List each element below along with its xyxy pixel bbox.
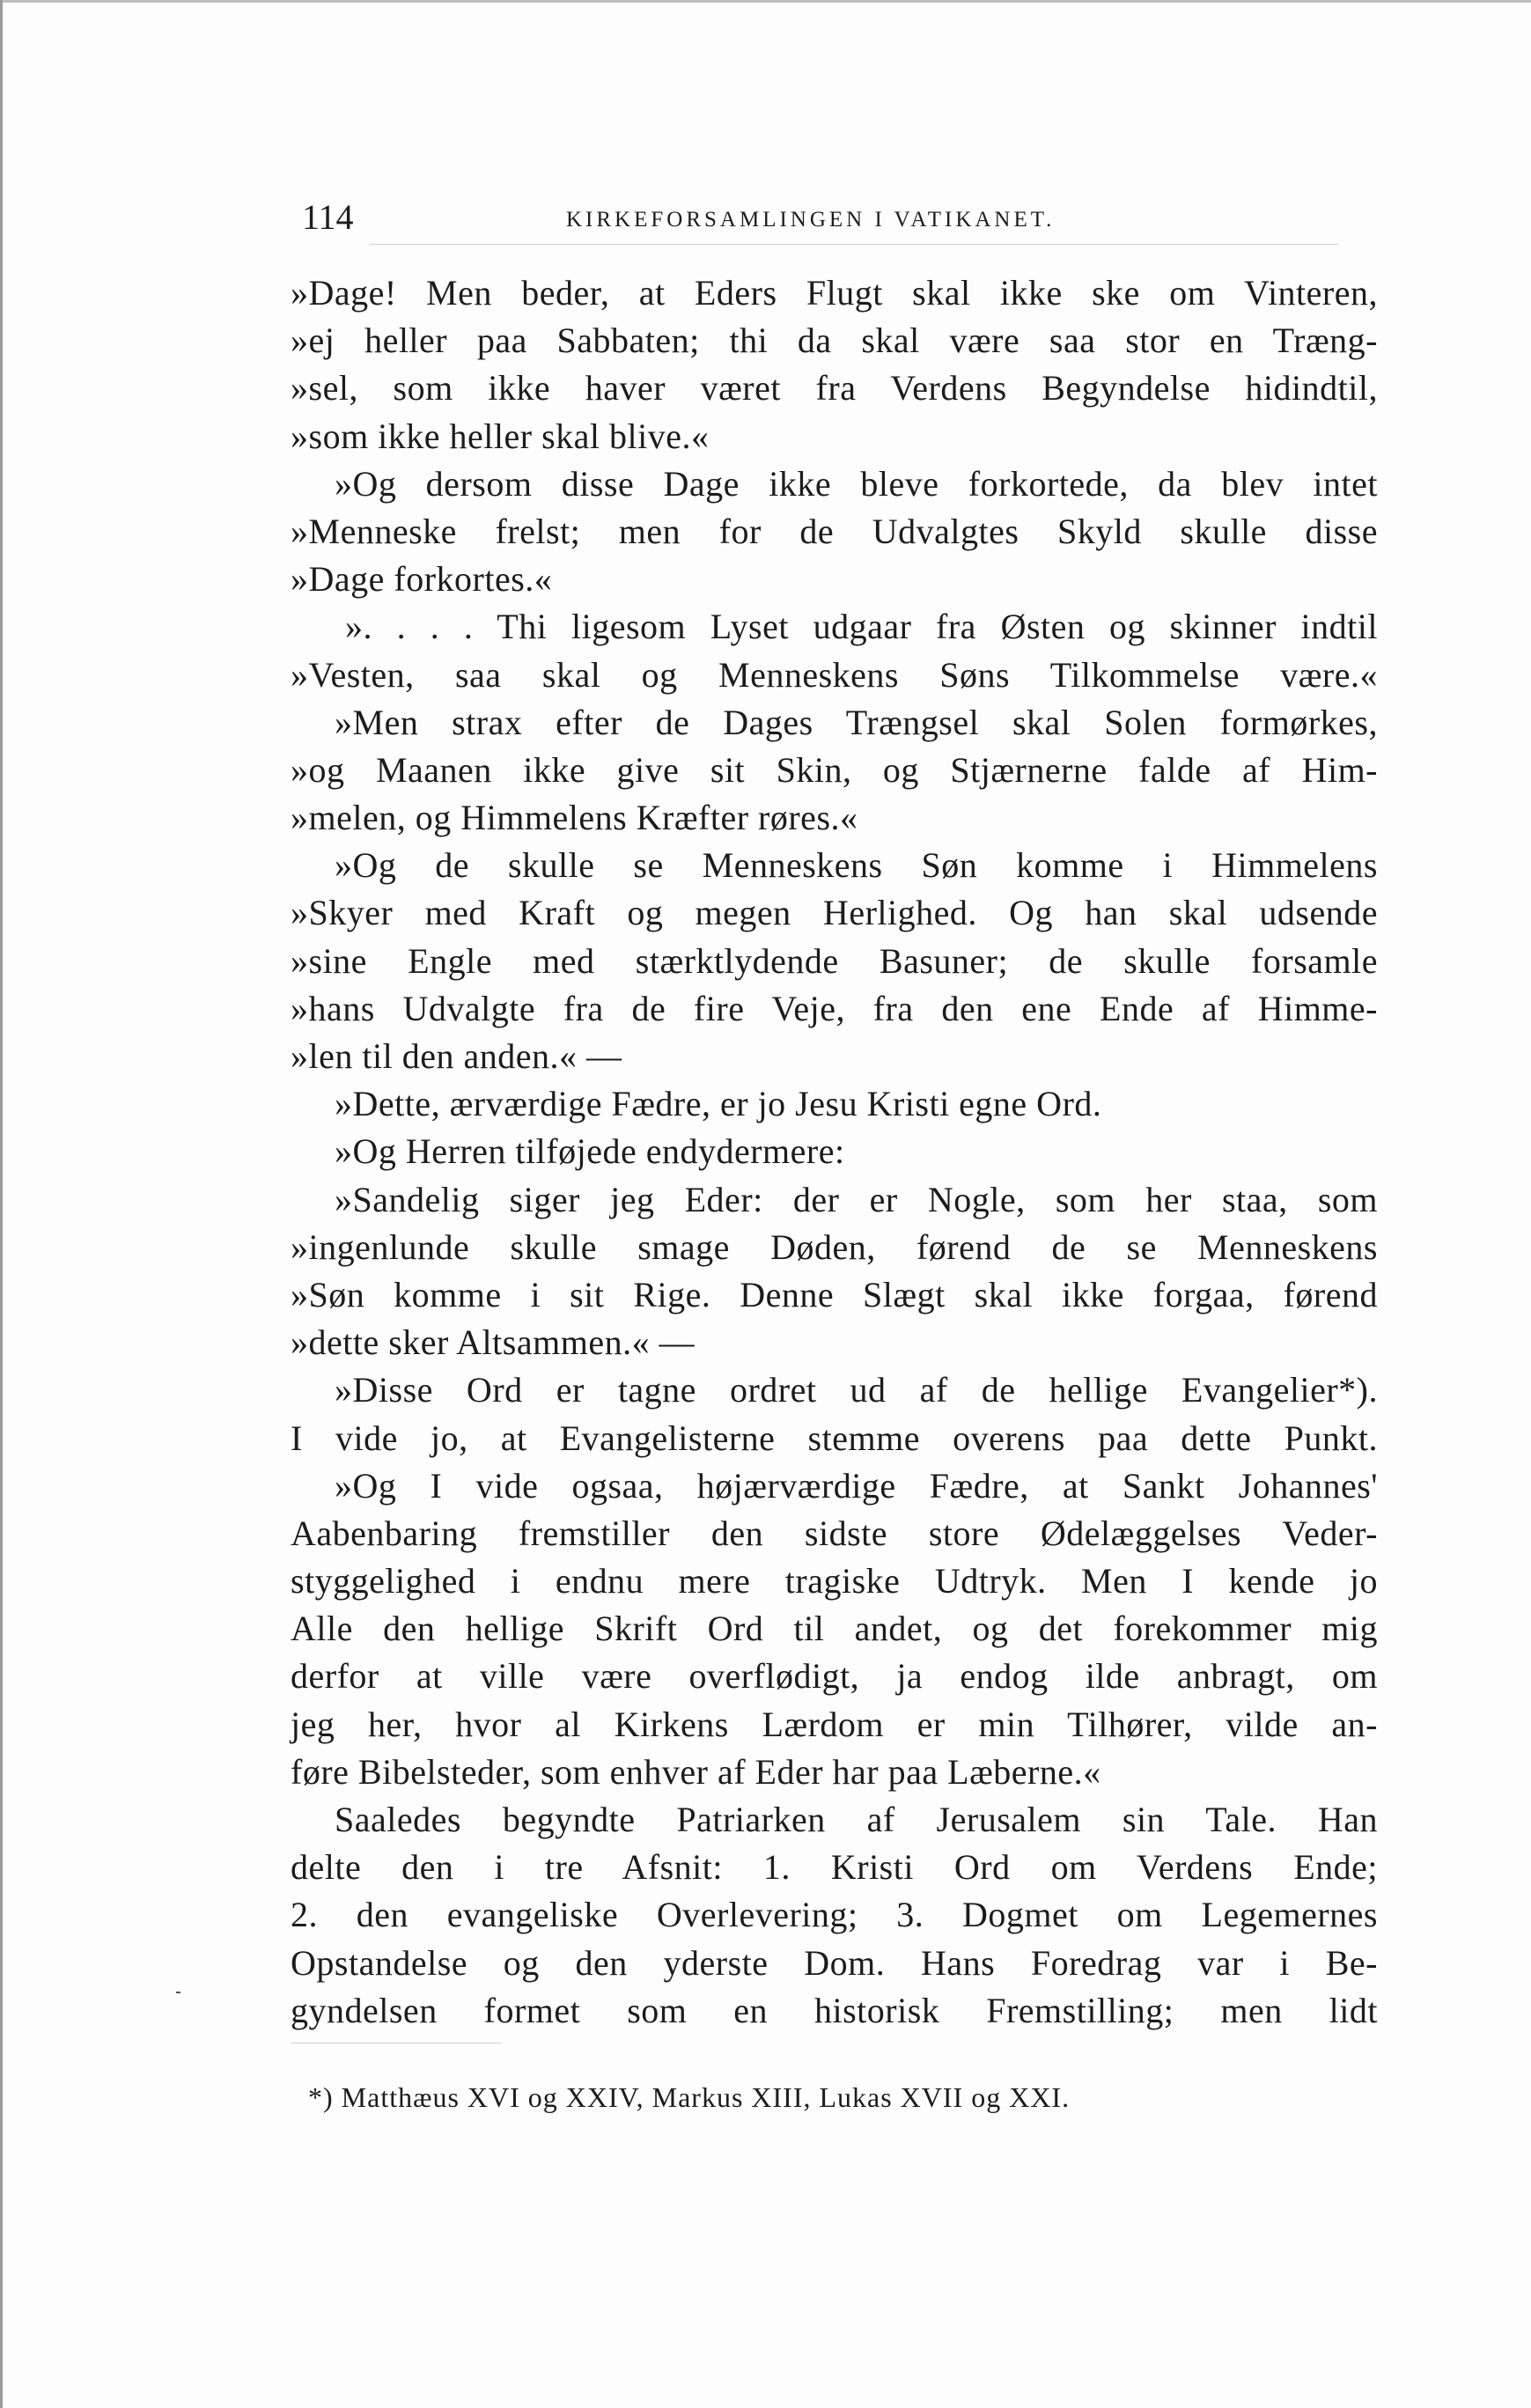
footnote: *) Matthæus XVI og XXIV, Markus XIII, Lukas XVII og XXI. bbox=[308, 2081, 1071, 2113]
text-line: »og Maanen ikke give sit Skin, og Stjærnerne falde af Him- bbox=[291, 749, 1378, 790]
text-line: »sel, som ikke haver været fra Verdens Begyndelse hidindtil, bbox=[291, 368, 1378, 409]
text-line: »som ikke heller skal blive.« bbox=[291, 416, 710, 456]
text-line: »Og I vide ogsaa, højærværdige Fædre, at Sankt Johannes' bbox=[335, 1465, 1378, 1506]
page-number: 114 bbox=[302, 197, 354, 237]
text-line: derfor at ville være overflødigt, ja endog ilde anbragt, om bbox=[291, 1656, 1378, 1697]
text-line: »Dette, ærværdige Fædre, er jo Jesu Kristi egne Ord. bbox=[335, 1084, 1102, 1124]
text-line: delte den i tre Afsnit: 1. Kristi Ord om Verdens Ende; bbox=[291, 1847, 1378, 1888]
text-line: »melen, og Himmelens Kræfter røres.« bbox=[291, 798, 858, 838]
text-line: gyndelsen formet som en historisk Fremstilling; men lidt bbox=[291, 1990, 1378, 2030]
text-line: »Dage! Men beder, at Eders Flugt skal ikke ske om Vinteren, bbox=[291, 273, 1378, 313]
text-line: »hans Udvalgte fra de fire Veje, fra den ene Ende af Himme- bbox=[291, 988, 1378, 1028]
scan-speck bbox=[176, 1992, 180, 1993]
text-line: »Søn komme i sit Rige. Denne Slægt skal ikke forgaa, førend bbox=[291, 1274, 1378, 1314]
text-line: 2. den evangeliske Overlevering; 3. Dogmet om Legemernes bbox=[291, 1895, 1378, 1935]
text-line: »Og dersom disse Dage ikke bleve forkortede, da blev intet bbox=[335, 463, 1378, 504]
text-line: »Disse Ord er tagne ordret ud af de hellige Evangelier*). bbox=[335, 1370, 1378, 1410]
scan-edge-top bbox=[0, 0, 1531, 3]
text-line: I vide jo, at Evangelisterne stemme overens paa dette Punkt. bbox=[291, 1418, 1378, 1458]
page-header bbox=[302, 195, 1382, 239]
text-line: jeg her, hvor al Kirkens Lærdom er min Tilhører, vilde an- bbox=[291, 1704, 1378, 1744]
text-line: »Skyer med Kraft og megen Herlighed. Og han skal udsende bbox=[291, 893, 1378, 933]
header-rule bbox=[370, 244, 1338, 245]
text-line: »Men strax efter de Dages Trængsel skal Solen formørkes, bbox=[335, 702, 1378, 742]
text-line: »ej heller paa Sabbaten; thi da skal være saa stor en Træng- bbox=[291, 320, 1378, 361]
text-line: »Dage forkortes.« bbox=[291, 559, 553, 600]
text-line: »sine Engle med stærktlydende Basuner; de skulle forsamle bbox=[291, 940, 1378, 981]
text-line: styggelighed i endnu mere tragiske Udtryk. Men I kende jo bbox=[291, 1561, 1378, 1602]
text-line: »Og Herren tilføjede endydermere: bbox=[335, 1131, 845, 1172]
text-line: »dette sker Altsammen.« — bbox=[291, 1322, 696, 1363]
text-line: »len til den anden.« — bbox=[291, 1036, 622, 1076]
text-line: føre Bibelsteder, som enhver af Eder har paa Læberne.« bbox=[291, 1751, 1101, 1792]
text-line: Alle den hellige Skrift Ord til andet, og det forekommer mig bbox=[291, 1609, 1378, 1649]
text-line: »Vesten, saa skal og Menneskens Søns Tilkommelse være.« bbox=[291, 654, 1378, 695]
running-head: KIRKEFORSAMLINGEN I VATIKANET. bbox=[566, 208, 1056, 232]
text-line: Aabenbaring fremstiller den sidste store Ødelæggelses Veder- bbox=[291, 1513, 1378, 1553]
body-text bbox=[291, 269, 1378, 2035]
text-line: Saaledes begyndte Patriarken af Jerusalem sin Tale. Han bbox=[335, 1800, 1378, 1839]
text-line: Opstandelse og den yderste Dom. Hans Foredrag var i Be- bbox=[291, 1942, 1378, 1983]
text-line: »ingenlunde skulle smage Døden, førend de se Menneskens bbox=[291, 1226, 1378, 1267]
text-line: ». . . . Thi ligesom Lyset udgaar fra Østen og skinner indtil bbox=[345, 607, 1378, 647]
scan-edge-left bbox=[0, 0, 3, 2408]
text-line: »Og de skulle se Menneskens Søn komme i Himmelens bbox=[335, 845, 1378, 886]
text-line: »Sandelig siger jeg Eder: der er Nogle, som her staa, som bbox=[335, 1179, 1378, 1219]
text-line: »Menneske frelst; men for de Udvalgtes Skyld skulle disse bbox=[291, 511, 1378, 551]
